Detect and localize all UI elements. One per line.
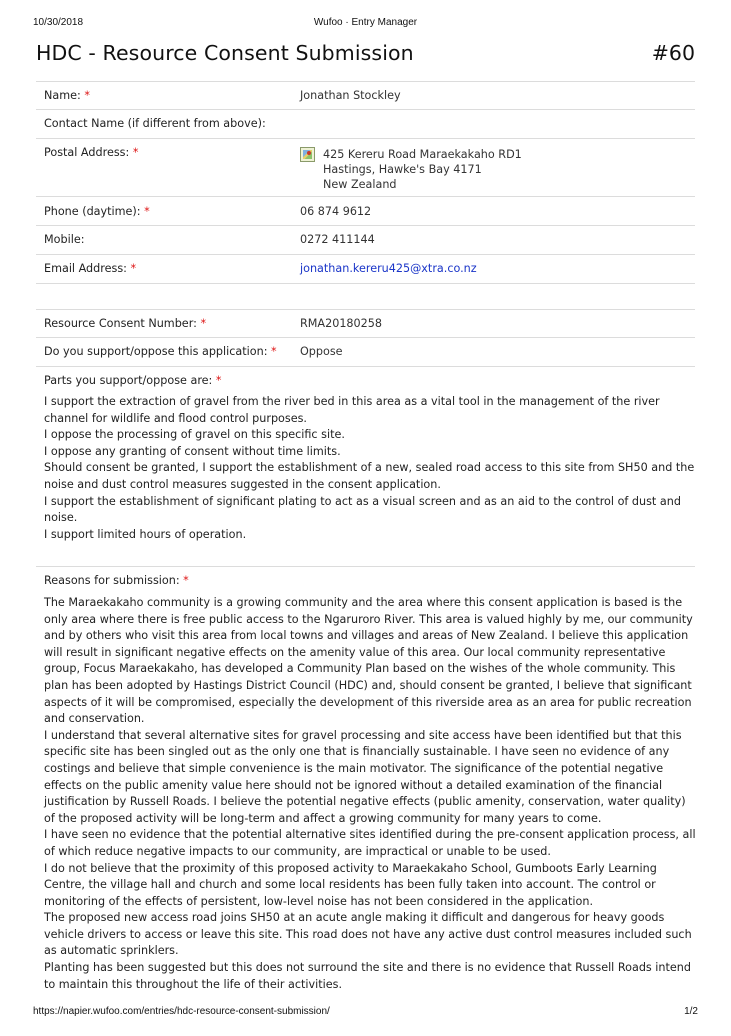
address-line: 425 Kereru Road Maraekakaho RD1 — [323, 148, 522, 161]
map-icon[interactable] — [300, 147, 315, 162]
support-oppose-value: Oppose — [300, 345, 343, 358]
mobile-value: 0272 411144 — [300, 233, 375, 246]
divider — [36, 196, 695, 197]
postal-address-label: Postal Address: * — [44, 146, 139, 159]
paragraph: I have seen no evidence that the potential alternative sites identified during the pre-consent application process, all of which reduce negative impacts to our community, are impractical or unable to be used. — [44, 828, 696, 858]
name-label: Name: * — [44, 89, 90, 102]
required-marker: * — [130, 262, 137, 275]
required-marker: * — [144, 205, 150, 218]
paragraph: I support the establishment of significant plating to act as a visual screen and as an aid to the control of dust and noise. — [44, 494, 681, 525]
paragraph: I support the extraction of gravel from the river bed in this area as a vital tool in the management of the river channel for wildlife and flood control purposes. — [44, 395, 660, 425]
divider — [36, 109, 695, 110]
divider — [36, 309, 695, 310]
reasons-text — [44, 595, 699, 993]
paragraph: The proposed new access road joins SH50 at an acute angle making it difficult and dangerous for heavy goods vehicle drivers to access or leave this site. This road does not have any active dust control measures included such as automatic sprinklers. — [44, 911, 692, 958]
print-url: https://napier.wufoo.com/entries/hdc-resource-consent-submission/ — [33, 1006, 330, 1017]
form-title: HDC - Resource Consent Submission — [36, 41, 414, 65]
reasons-label: Reasons for submission: * — [44, 574, 189, 587]
contact-name-label: Contact Name (if different from above): — [44, 117, 266, 130]
phone-value: 06 874 9612 — [300, 205, 372, 218]
divider — [36, 337, 695, 338]
entry-number: #60 — [651, 41, 695, 65]
paragraph: I support limited hours of operation. — [44, 527, 247, 541]
required-marker: * — [132, 146, 139, 159]
paragraph: Should consent be granted, I support the establishment of a new, sealed road access to this site from SH50 and the noise and dust control measures suggested in the consent application. — [44, 461, 695, 491]
paragraph: The Maraekakaho community is a growing community and the area where this consent application is based is the only area where there is free public access to the Ngaruroro River. This area is valued highly by me, our community and by others who visit this area from local towns and villages and areas of New Zealand. I believe this application will result in significant negative effects on the amenity value of this area. Our local community representative group, Focus Maraekakaho, has developed a Community Plan based on the wishes of the whole community. This plan has been adopted by Hastings District Council (HDC) and, should consent be granted, I believe that significant aspects of it will be compromised, especially the development of this riverside area as an area for public recreation and conservation. — [44, 596, 693, 726]
address-line: New Zealand — [323, 178, 397, 191]
paragraph: I oppose the processing of gravel on this specific site. — [44, 428, 345, 442]
paragraph: I understand that several alternative sites for gravel processing and site access have been identified but that this specific site has been singled out as the only one that is financially sustainable. I have seen no evidence of any costings and believe that simple convenience is the main motivator. The significance of the potential negative effects on the public amenity value here should not be ignored without a detailed examination of the financial justification by Russell Roads. I believe the potential negative effects (public amenity, conservation, water quality) of the proposed activity will be long-term and affect a growing community for many years to come. — [44, 728, 686, 825]
print-footer — [33, 1006, 698, 1020]
divider — [36, 81, 695, 82]
address-line: Hastings, Hawke's Bay 4171 — [323, 163, 482, 176]
required-marker: * — [84, 89, 90, 102]
name-value: Jonathan Stockley — [300, 89, 401, 102]
print-date: 10/30/2018 — [33, 17, 84, 28]
divider — [36, 225, 695, 226]
email-label: Email Address: * — [44, 262, 137, 275]
divider — [36, 366, 695, 367]
print-title: Wufoo · Entry Manager — [313, 17, 418, 28]
required-marker: * — [271, 345, 277, 358]
paragraph: I oppose any granting of consent without time limits. — [44, 444, 341, 458]
paragraph: Planting has been suggested but this does not surround the site and there is no evidence that Russell Roads intend to maintain this throughout the life of their activities. — [44, 961, 691, 991]
consent-number-value: RMA20180258 — [300, 317, 383, 330]
parts-label: Parts you support/oppose are: * — [44, 374, 222, 387]
page-number: 1/2 — [684, 1006, 698, 1017]
divider — [36, 138, 695, 139]
parts-text — [44, 394, 699, 543]
print-header — [33, 17, 698, 31]
required-marker: * — [183, 574, 189, 587]
required-marker: * — [215, 374, 222, 387]
email-link[interactable]: jonathan.kereru425@xtra.co.nz — [300, 262, 477, 275]
divider — [36, 283, 695, 284]
mobile-label: Mobile: — [44, 233, 85, 246]
divider — [36, 254, 695, 255]
phone-label: Phone (daytime): * — [44, 205, 150, 218]
support-oppose-label: Do you support/oppose this application: * — [44, 345, 277, 358]
divider — [36, 566, 695, 567]
required-marker: * — [200, 317, 207, 330]
consent-number-label: Resource Consent Number: * — [44, 317, 207, 330]
paragraph: I do not believe that the proximity of this proposed activity to Maraekakaho School, Gumboots Early Learning Centre, the village hall and church and some local residents has been fully taken into account. The control or monitoring of the effects of persistent, low-level noise has not been considered in the application. — [44, 861, 657, 908]
